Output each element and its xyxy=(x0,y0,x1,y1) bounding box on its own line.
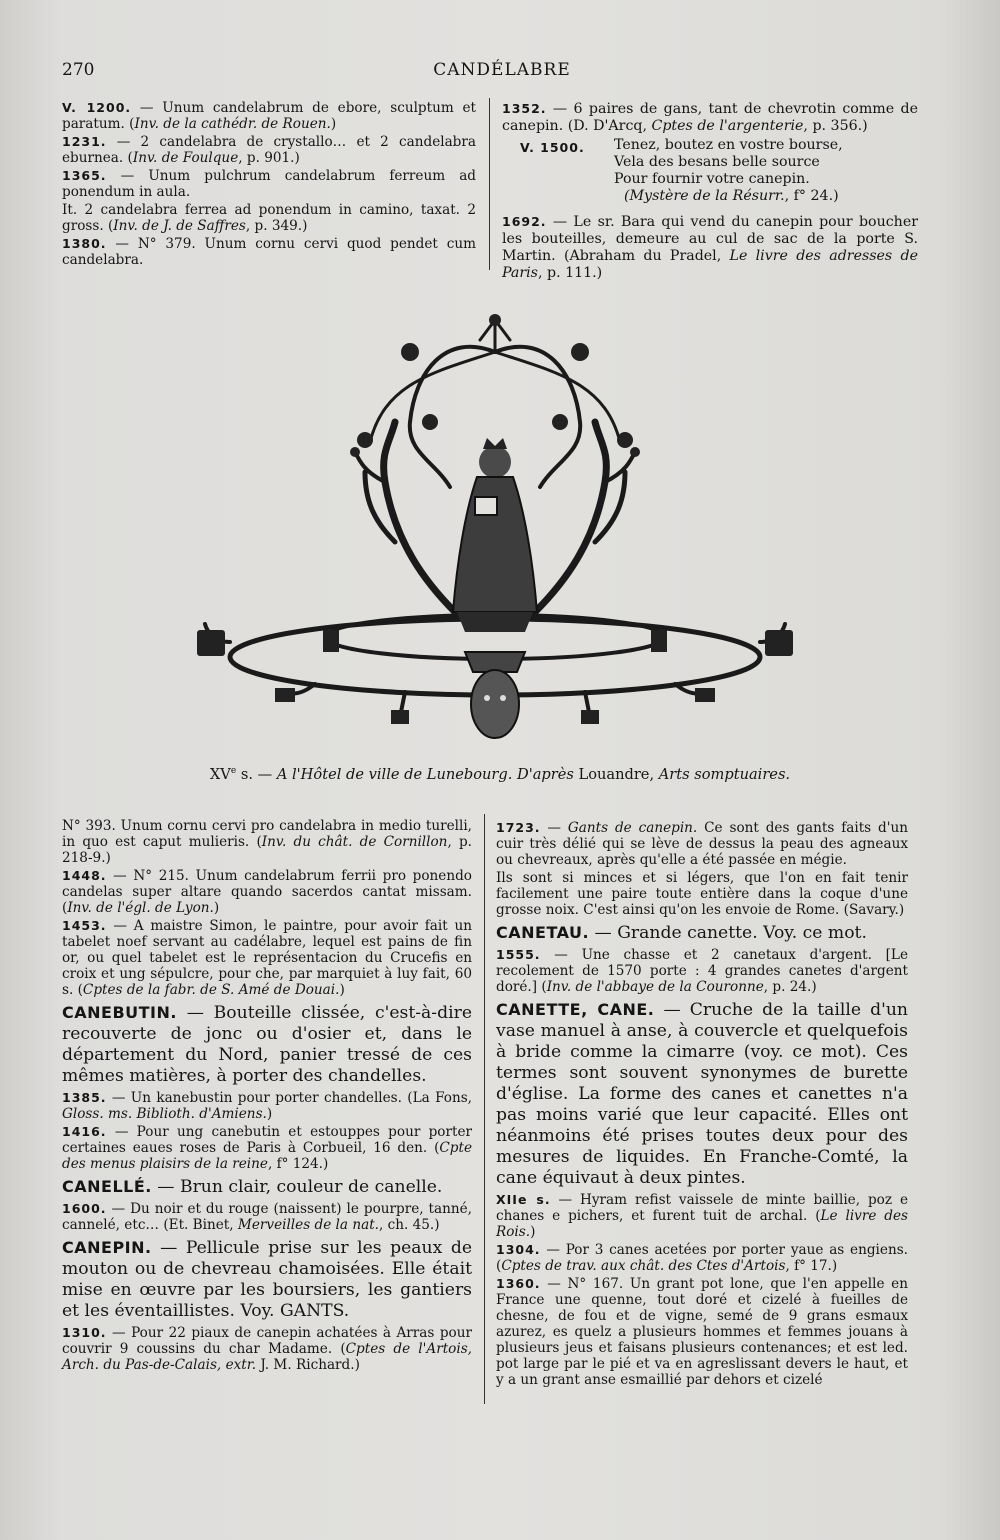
entry-ref: ) xyxy=(339,982,345,998)
top-left-column xyxy=(62,100,476,270)
entry-text: — Du noir et du rouge (naissent) le pourpre, tanné, cannelé, etc… (Et. Binet, xyxy=(62,1201,472,1233)
entry-source: Inv. de l'égl. de Lyon. xyxy=(67,900,214,916)
entry-paragraph xyxy=(62,868,472,916)
entry-source: Cptes de l'Artois, Arch. du Pas-de-Calais, extr. xyxy=(62,1341,472,1373)
headword: CANEBUTIN. xyxy=(62,1003,177,1022)
bottom-left-column xyxy=(62,818,472,1375)
entry-ref: ) xyxy=(330,116,337,132)
entry-text: — N° 215. Unum candelabrum ferrii pro ponendo candelas super altare quando sacerdos cantat missam. ( xyxy=(62,868,472,916)
column-rule-bottom xyxy=(484,814,485,1404)
entry-text: — N° 167. Un grant pot lone, que l'en appelle en France une quenne, tout doré et cizelé à fueilles de chesne, de fou et de vigne, semé de 9 grans esmaux azurez, es quelz a plusieurs hommes et femmes jouans à plusieurs jeus et faisans plusieurs contenances; et est led. pot large par le pié et va en agreslissant devers le haut, et y a un grant anse esmaillié par dehors et cizelé xyxy=(496,1276,908,1388)
entry-paragraph xyxy=(62,818,472,866)
entry-text: — Hyram refist vaissele de minte baillie, poz e chanes e pichers, et furent tuit de archal. ( xyxy=(496,1192,908,1224)
figure-caption: XVe s. — A l'Hôtel de ville de Lunebourg. D'après Louandre, Arts somptuaires. xyxy=(209,766,791,783)
entry-source: Gloss. ms. Biblioth. d'Amiens. xyxy=(62,1106,267,1122)
entry-date: 1360. xyxy=(496,1276,541,1291)
poem-reference: (Mystère de la Résurr., f° 24.) xyxy=(624,188,839,204)
entry-source: Cptes de la fabr. de S. Amé de Douai. xyxy=(82,982,340,998)
entry-text: — 2 candelabra de crystallo… et 2 candelabra eburnea. ( xyxy=(62,134,476,166)
dictionary-headword-entry xyxy=(62,1176,472,1198)
entry-text: — N° 379. Unum cornu cervi quod pendet cum candelabra. xyxy=(62,236,476,268)
entry-date: 1416. xyxy=(62,1124,107,1139)
entry-date: 1600. xyxy=(62,1201,107,1216)
entry-paragraph xyxy=(62,168,476,200)
poem-date: V. 1500. xyxy=(520,140,585,155)
entry-date: XIIe s. xyxy=(496,1192,551,1207)
entry-text: — Cruche de la taille d'un vase manuel à anse, à couvercle et quelquefois à bride comme la cimarre (voy. ce mot). Ces termes sont souvent synonymes de burette d'église. La forme des canes et canettes n'a pas moins varié que leur capacité. Elles ont néanmoins été prises toutes deux pour des mesures de liquides. En Franche-Comté, la cane équivaut à deux pintes. xyxy=(496,1000,908,1188)
entry-text: — Un kanebustin pour porter chandelles. (La Fons, xyxy=(106,1090,472,1106)
entry-ref: , p. 111.) xyxy=(537,265,603,281)
entry-text: — Une chasse et 2 canetaux d'argent. [Le recolement de 1570 porte : 4 grandes canetes d'argent doré.] ( xyxy=(496,947,908,995)
entry-source: Cpte des menus plaisirs de la reine xyxy=(62,1140,472,1172)
entry-paragraph xyxy=(502,100,918,135)
poem-line: Tenez, boutez en vostre bourse, xyxy=(614,137,843,153)
entry-ref: , p. 356.) xyxy=(803,118,868,134)
entry-ref: ) xyxy=(213,900,220,916)
poem-lines xyxy=(614,137,843,205)
headword: CANETAU. xyxy=(496,923,590,942)
entry-paragraph xyxy=(62,134,476,166)
entry-text: N° 393. Unum cornu cervi pro candelabra in medio turelli, in quo est caput mulieris. ( xyxy=(62,818,472,850)
entry-paragraph xyxy=(62,1325,472,1373)
mask-pendant xyxy=(465,652,525,738)
column-rule-top xyxy=(489,98,490,270)
entry-ref: , p. 349.) xyxy=(245,218,308,234)
entry-paragraph xyxy=(502,213,918,282)
entry-date: 1365. xyxy=(62,168,107,183)
entry-paragraph xyxy=(62,1201,472,1233)
entry-ref: ) xyxy=(266,1106,273,1122)
dictionary-headword-entry xyxy=(496,922,908,944)
entry-ref: , p. 24.) xyxy=(763,979,817,995)
entry-text: — Por 3 canes acetées por porter yaue as engiens. ( xyxy=(496,1242,908,1274)
entry-date: 1310. xyxy=(62,1325,107,1340)
entry-date: V. 1200. xyxy=(62,100,132,115)
entry-text: — Le sr. Bara qui vend du canepin pour boucher les bouteilles, demeure au cul de sac de la porte S. Martin. (Abraham du Pradel, xyxy=(502,214,918,264)
statue-figure xyxy=(453,438,537,632)
entry-source: Le livre des Rois. xyxy=(496,1208,908,1240)
entry-date: 1692. xyxy=(502,214,547,229)
entry-ref: ) xyxy=(530,1224,536,1240)
entry-ref: , f° 124.) xyxy=(267,1156,329,1172)
entry-paragraph xyxy=(62,1124,472,1172)
headword: CANELLÉ. xyxy=(62,1177,152,1196)
entry-paragraph xyxy=(496,947,908,995)
entry-source: Merveilles de la nat. xyxy=(237,1217,379,1233)
dictionary-headword-entry xyxy=(496,999,908,1189)
entry-ref: , p. 218-9.) xyxy=(62,834,472,866)
entry-text: — Unum pulchrum candelabrum ferreum ad ponendum in aula. xyxy=(62,168,476,200)
page-title: CANDÉLABRE xyxy=(433,60,571,80)
entry-source: Inv. de la cathédr. de Rouen. xyxy=(134,116,331,132)
entry-text: — A maistre Simon, le paintre, pour avoir fait un tabelet noef servant au cadélabre, lequel est pains de fin or, ou quel tabelet est le représentacion du Crucefis en croix et ung sépulcre, pour che, par marquiet à luy fait, 60 s. ( xyxy=(62,918,472,998)
entry-ref: , f° 17.) xyxy=(785,1258,838,1274)
page-number: 270 xyxy=(62,60,95,80)
entry-paragraph xyxy=(62,1090,472,1122)
entry-paragraph xyxy=(496,1192,908,1240)
entry-paragraph xyxy=(62,100,476,132)
poem-line: Vela des besans belle source xyxy=(614,154,820,170)
entry-text: — Brun clair, couleur de canelle. xyxy=(151,1177,443,1197)
entry-date: 1555. xyxy=(496,947,541,962)
entry-text: — xyxy=(540,820,568,836)
entry-source: Inv. de l'abbaye de la Couronne xyxy=(546,979,764,995)
entry-source: Cptes de l'argenterie xyxy=(651,118,804,134)
entry-date: 1352. xyxy=(502,101,547,116)
entry-text: — 6 paires de gans, tant de chevrotin comme de canepin. (D. D'Arcq, xyxy=(502,101,918,134)
entry-paragraph xyxy=(62,202,476,234)
top-right-column xyxy=(502,100,918,284)
dictionary-headword-entry xyxy=(62,1237,472,1322)
entry-text: — Bouteille clissée, c'est-à-dire recouverte de jonc ou d'osier et, dans le département du Nord, panier tressé de ces mêmes matières, à porter des chandelles. xyxy=(62,1003,472,1086)
entry-text: — Pour ung canebutin et estouppes pour porter certaines eaues roses de Paris à Corbueil, 16 den. ( xyxy=(62,1124,472,1156)
entry-text: Ils sont si minces et si légers, que l'on en fait tenir facilement une paire toute entière dans la coque d'une grosse noix. C'est ainsi qu'on les envoie de Rome. (Savary.) xyxy=(496,870,908,918)
entry-source: Inv. du chât. de Cornillon xyxy=(261,834,448,850)
entry-paragraph xyxy=(496,820,908,868)
entry-paragraph xyxy=(62,918,472,998)
entry-date: 1385. xyxy=(62,1090,107,1105)
headword: CANETTE, CANE. xyxy=(496,1000,655,1019)
entry-text: It. 2 candelabra ferrea ad ponendum in camino, taxat. 2 gross. ( xyxy=(62,202,476,234)
entry-text: — Pour 22 piaux de canepin achatées à Arras pour couvrir 9 coussins du char Madame. ( xyxy=(62,1325,472,1357)
entry-text: — Unum candelabrum de ebore, sculptum et paratum. ( xyxy=(62,100,477,132)
chandelier-engraving xyxy=(195,312,795,752)
entry-paragraph xyxy=(496,870,908,918)
entry-source: Inv. de J. de Saffres xyxy=(113,218,246,234)
entry-date: 1304. xyxy=(496,1242,541,1257)
entry-text: — Pellicule prise sur les peaux de mouton ou de chevreau chamoisées. Elle était mise en œuvre par les boursiers, les gantiers et les éventaillistes. Voy. GANTS. xyxy=(62,1238,472,1321)
entry-date: 1453. xyxy=(62,918,107,933)
poem-block xyxy=(502,137,918,207)
entry-ref: J. M. Richard.) xyxy=(256,1357,360,1373)
dictionary-headword-entry xyxy=(62,1002,472,1087)
entry-date: 1723. xyxy=(496,820,541,835)
entry-paragraph xyxy=(496,1242,908,1274)
entry-date: 1380. xyxy=(62,236,107,251)
entry-source: Gants de canepin. xyxy=(567,820,698,836)
entry-source: Cptes de trav. aux chât. des Ctes d'Artois xyxy=(501,1258,786,1274)
entry-paragraph xyxy=(62,236,476,268)
entry-date: 1231. xyxy=(62,134,107,149)
running-header xyxy=(62,60,942,86)
entry-source: Inv. de Foulque xyxy=(132,150,239,166)
bottom-right-column xyxy=(496,820,908,1390)
headword: CANEPIN. xyxy=(62,1238,152,1257)
entry-source: Le livre des adresses de Paris xyxy=(502,248,918,281)
entry-text: — Grande canette. Voy. ce mot. xyxy=(589,923,867,943)
entry-date: 1448. xyxy=(62,868,107,883)
entry-ref: , p. 901.) xyxy=(238,150,300,166)
poem-line: Pour fournir votre canepin. xyxy=(614,171,810,187)
entry-ref: Ce sont des gants faits d'un cuir très délié qui se lève de dessus la peau des agneaux ou chevreaux, après qu'elle a été passée en mégie. xyxy=(496,820,908,868)
entry-ref: , ch. 45.) xyxy=(378,1217,440,1233)
entry-paragraph xyxy=(496,1276,908,1388)
